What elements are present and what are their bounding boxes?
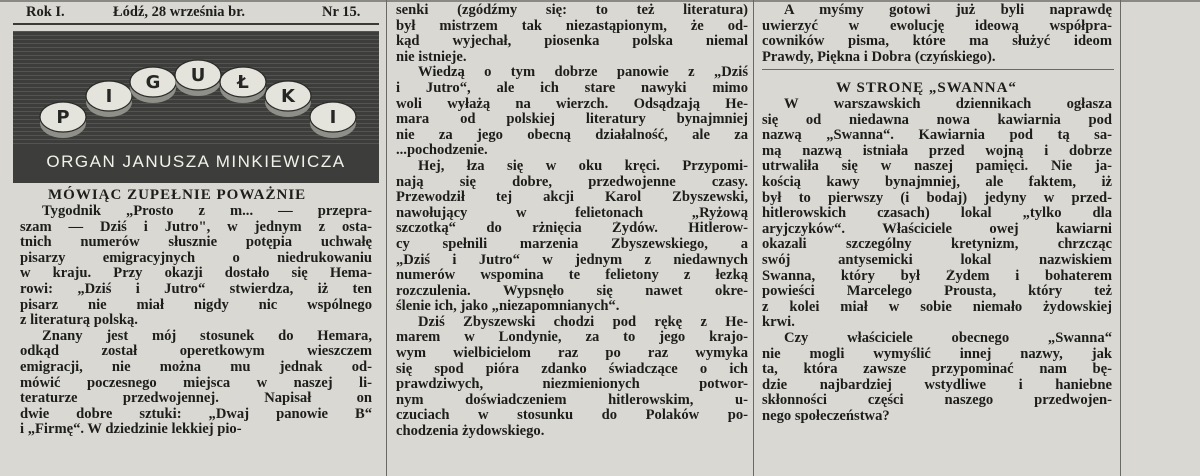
- text-line: Przewodził tej akcji Karol Zbyszewski,: [396, 190, 748, 206]
- issue-number: Nr 15.: [322, 4, 361, 20]
- text-line: Wiedzą o tym dobrze panowie z „Dziś: [418, 65, 748, 81]
- text-line: uwierzyć w ewolucję ideową współpra-: [762, 18, 1112, 34]
- column-divider: [753, 0, 754, 476]
- text-line: z kolei miał w sobie niemało żydowskiej: [762, 299, 1112, 315]
- text-line: teraturze przedwojennej. Napisał on: [20, 391, 372, 407]
- text-line: pisarz nie miał nigdy nic wspólnego: [20, 297, 372, 313]
- pill-letter: [40, 102, 86, 138]
- masthead-rule: [13, 23, 379, 25]
- column-divider: [1120, 0, 1121, 476]
- text-line: emigracji, nie można mu jednak od-: [20, 359, 372, 375]
- pill-letter: [265, 81, 311, 117]
- text-line: się od niedawna nowa kawiarnia pod: [762, 112, 1112, 128]
- article-continuation: [396, 3, 748, 440]
- text-line: był to pierwszy (i bodaj) jedyny w przed-: [762, 190, 1112, 206]
- text-line: cowników pisma, które ma służyć ideom: [762, 34, 1112, 50]
- text-line: czuciach w stosunku do Polaków po-: [396, 408, 748, 424]
- text-line: hitlerowskich czasach) lokal „tylko dla: [762, 206, 1112, 222]
- text-line: tnich numerów słusznie potępia uchwałę: [20, 235, 372, 251]
- text-line: Czy właściciele obecnego „Swanna“: [784, 330, 1112, 346]
- text-line: odkąd został operetkowym wieszczem: [20, 344, 372, 360]
- pill-letter-text: P: [56, 107, 70, 128]
- pill-letter-text: I: [329, 107, 337, 128]
- text-line: nazwą „Swanna“. Kawiarnia pod tą sa-: [762, 128, 1112, 144]
- article-ending: [762, 3, 1112, 65]
- text-line: szam — Dziś i Jutro", w jednym z osta-: [20, 219, 372, 235]
- text-line: marem w Londynie, za to jego krajo-: [396, 330, 748, 346]
- text-line: powieści Marcelego Prousta, który też: [762, 284, 1112, 300]
- swann-article-body: [762, 97, 1112, 424]
- pill-letter: [130, 67, 176, 103]
- text-line: „Dziś i Jutro“ w jednym z niedawnych: [396, 252, 748, 268]
- text-line: kąd wyjechał, piosenka polska niemal: [396, 34, 748, 50]
- pill-letter-text: I: [105, 86, 113, 107]
- text-line: nie za jego obecną działalność, ale za: [396, 127, 748, 143]
- text-line: woli wyłażą na wierzch. Odsądzają He-: [396, 96, 748, 112]
- issue-year: Rok I.: [26, 4, 65, 20]
- text-line: i Jutro“, ale ich stare nawyki mimo: [396, 80, 748, 96]
- text-line: nawołujący w felietonach „Ryżową: [396, 205, 748, 221]
- text-line: nym doświadczeniem hitlerowskim, u-: [396, 392, 748, 408]
- text-line: rowi: „Dziś i Jutro“ stwierdza, iż ten: [20, 281, 372, 297]
- text-line: w kraju. Przy okazji dostało się Hema-: [20, 266, 372, 282]
- issue-date: Łódź, 28 września br.: [113, 4, 245, 20]
- text-line: kością kawy bynajmniej, ale faktem, iż: [762, 174, 1112, 190]
- text-line: nają się dobre, przedwojenne czasy.: [396, 174, 748, 190]
- text-line: dzie najbardziej wstydliwe i haniebne: [762, 377, 1112, 393]
- text-line: wym wielbicielom raz po raz wymyka: [396, 346, 748, 362]
- text-line: Znany jest mój stosunek do Hemara,: [42, 328, 372, 344]
- text-line: prawdziwych, niezmienionych potwor-: [396, 377, 748, 393]
- text-line: mówić poczesnego miejsca w naszej li-: [20, 375, 372, 391]
- text-line: Tygodnik „Prosto z m... — przepra-: [42, 204, 372, 219]
- text-line: pisarzy emigracyjnych o niedrukowaniu: [20, 250, 372, 266]
- text-line: nie istnieje.: [396, 49, 467, 65]
- pill-letter-text: U: [190, 65, 206, 86]
- pill-letter: [310, 102, 356, 138]
- text-line: się spod pióra zdanko świadczące o ich: [396, 361, 748, 377]
- text-line: W warszawskich dziennikach ogłasza: [784, 97, 1112, 112]
- text-line: chodzenia żydowskiego.: [396, 424, 545, 440]
- pill-letter: [175, 60, 221, 96]
- swann-heading: W STRONĘ „SWANNA“: [836, 80, 1017, 96]
- text-line: nego społeczeństwa?: [762, 408, 890, 424]
- pill-letter-text: Ł: [237, 72, 249, 93]
- text-line: z literaturą polską.: [20, 313, 138, 329]
- text-line: ślenie ich, jako „niezapomnianych“.: [396, 299, 620, 315]
- masthead-banner: [13, 31, 379, 183]
- text-line: szczotką“ do rżnięcia Żydów. Hitlerow-: [396, 221, 748, 237]
- text-line: dwie dobre sztuki: „Dwaj panowie B“: [20, 406, 372, 422]
- text-line: Dziś Zbyszewski chodzi pod rękę z He-: [418, 314, 748, 330]
- text-line: Prawdy, Piękna i Dobra (czyńskiego).: [762, 49, 996, 65]
- top-rule: [0, 0, 1200, 2]
- text-line: senki (zgódźmy się: to też literatura): [396, 3, 748, 18]
- text-line: nie mogli wymyślić innej nazwy, jak: [762, 346, 1112, 362]
- pill-letter-text: G: [145, 72, 161, 93]
- text-line: krwi.: [762, 315, 795, 331]
- masthead-subtitle: ORGAN JANUSZA MINKIEWICZA: [46, 152, 346, 171]
- text-line: Hej, łza się w oku kręci. Przypomi-: [418, 158, 748, 174]
- text-line: utrwaliła się w naszej pamięci. Nie ja-: [762, 159, 1112, 175]
- text-line: skłonności części naszego przedwojen-: [762, 393, 1112, 409]
- text-line: ta, która zawsze przypominać nam bę-: [762, 362, 1112, 378]
- section-rule: [762, 69, 1114, 70]
- text-line: ...pochodzenie.: [396, 143, 488, 159]
- text-line: rozczulenia. Wypsnęło się nawet okre-: [396, 283, 748, 299]
- article-body: [20, 204, 372, 438]
- article-heading: MÓWIĄC ZUPEŁNIE POWAŻNIE: [48, 187, 307, 203]
- text-line: A myśmy gotowi już byli naprawdę: [784, 3, 1112, 18]
- text-line: mą nazwą istniała przed wojną i dobrze: [762, 143, 1112, 159]
- text-line: i „Firmę“. W dziedzinie lekkiej pio-: [20, 422, 242, 438]
- pill-letter-text: K: [281, 86, 295, 107]
- text-line: swój antysemicki lokal nazwiskiem: [762, 252, 1112, 268]
- text-line: numerów wspomina te felietony z łezką: [396, 268, 748, 284]
- text-line: Swanna, który był Żydem i bohaterem: [762, 268, 1112, 284]
- pill-letter: [86, 81, 132, 117]
- pill-letter: [220, 67, 266, 103]
- text-line: cy spełnili marzenia Zbyszewskiego, a: [396, 236, 748, 252]
- text-line: mara od polskiej literatury bynajmniej: [396, 112, 748, 128]
- text-line: aryjczyków“. Właściciele owej kawiarni: [762, 221, 1112, 237]
- text-line: okazali szczególny kretynizm, chrzcząc: [762, 237, 1112, 253]
- text-line: był mistrzem tak niezastąpionym, że od-: [396, 18, 748, 34]
- column-divider: [386, 0, 387, 476]
